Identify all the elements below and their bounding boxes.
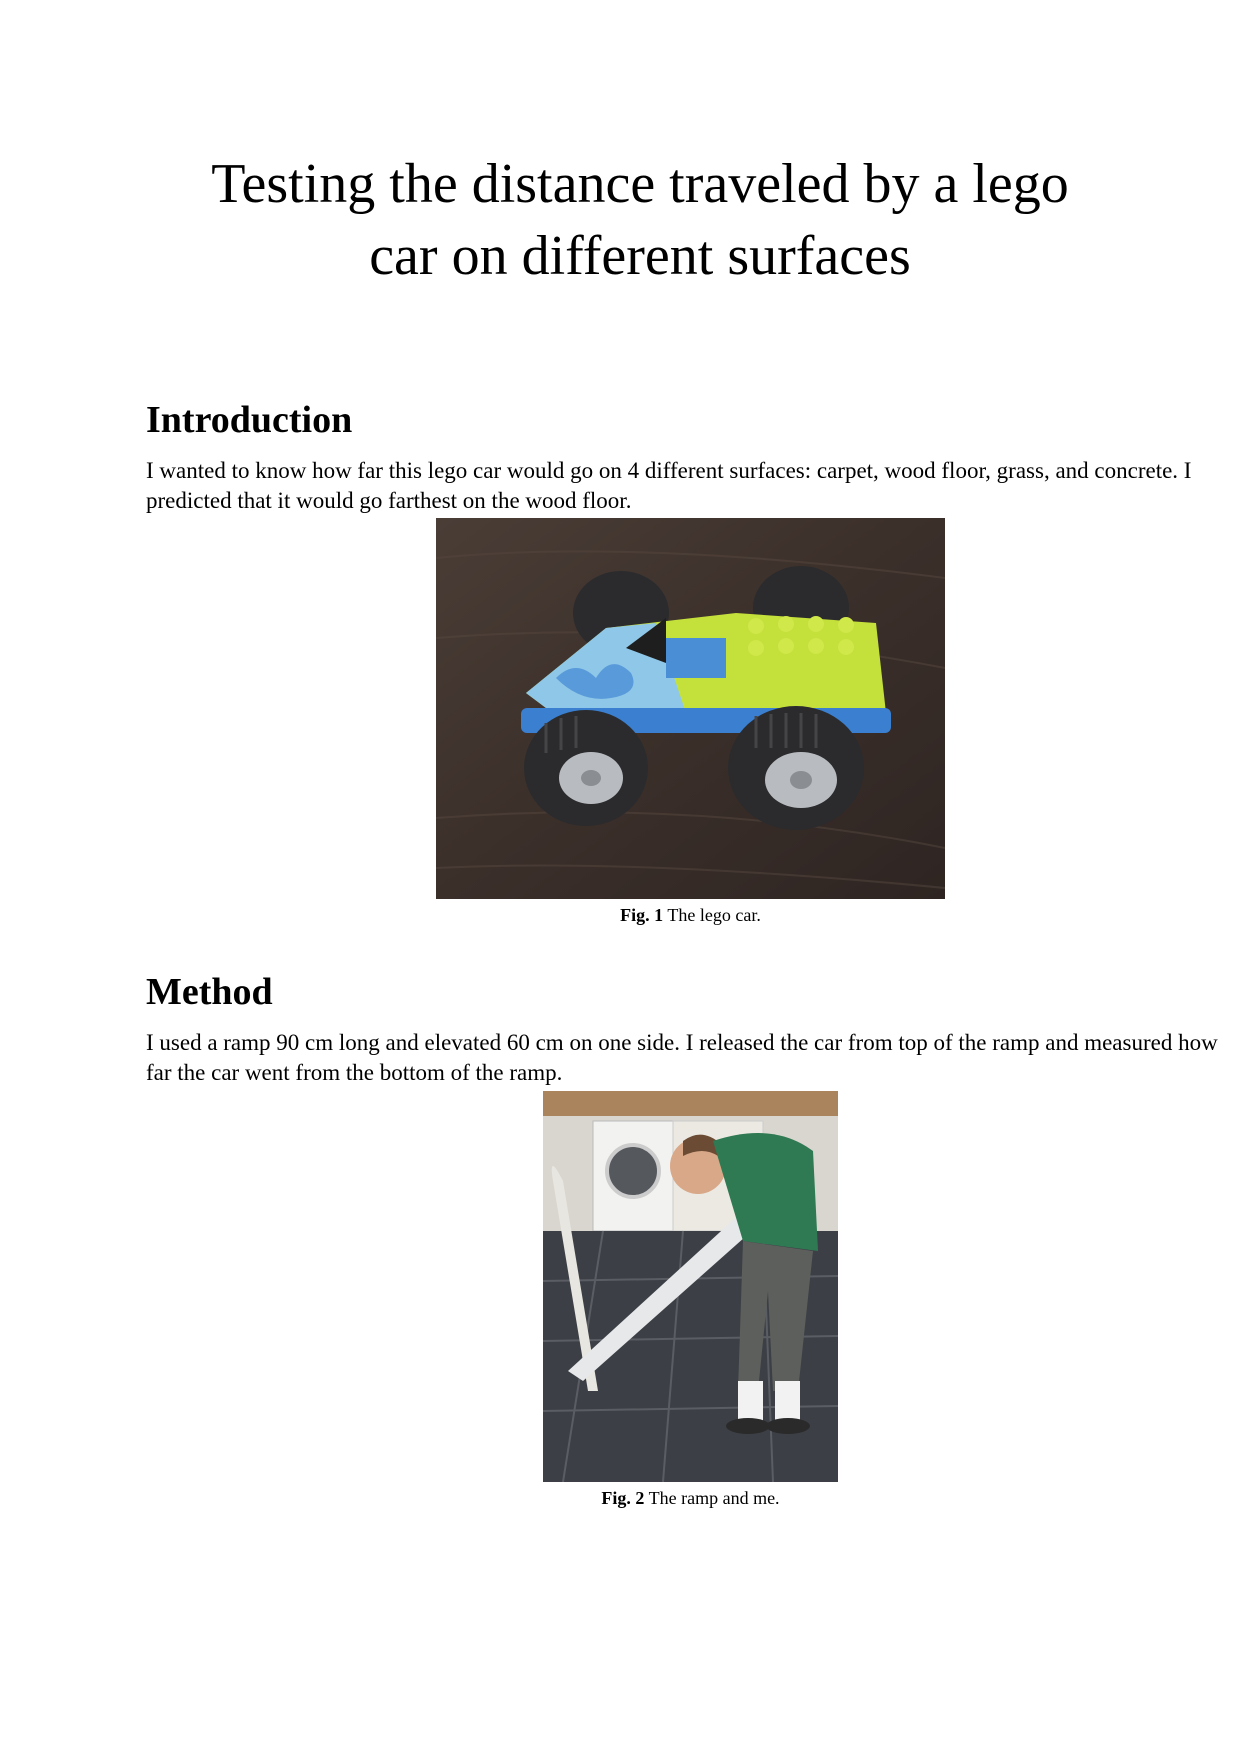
method-paragraph: I used a ramp 90 cm long and elevated 60 cm on one side. I released the car from top of the ramp and measured how far the car went from the bottom of the ramp. (146, 1030, 1218, 1085)
document-title: Testing the distance traveled by a lego car on different surfaces (211, 153, 1069, 287)
figure-1-label: Fig. 1 (620, 905, 664, 925)
section-heading-method: Method (146, 971, 273, 1013)
ramp-photo (543, 1091, 838, 1482)
figure-1-caption-text: The lego car. (667, 905, 761, 925)
section-heading-introduction: Introduction (146, 399, 353, 441)
figure-2-caption (543, 1487, 838, 1509)
introduction-paragraph: I wanted to know how far this lego car would go on 4 different surfaces: carpet, wood floor, grass, and concrete. I predicted that it would go farthest on the wood floor. (146, 458, 1192, 513)
figure-2-label: Fig. 2 (601, 1488, 645, 1508)
figure-2-caption-text: The ramp and me. (648, 1488, 780, 1508)
figure-1-caption (436, 904, 945, 926)
lego-car-photo (436, 518, 945, 899)
